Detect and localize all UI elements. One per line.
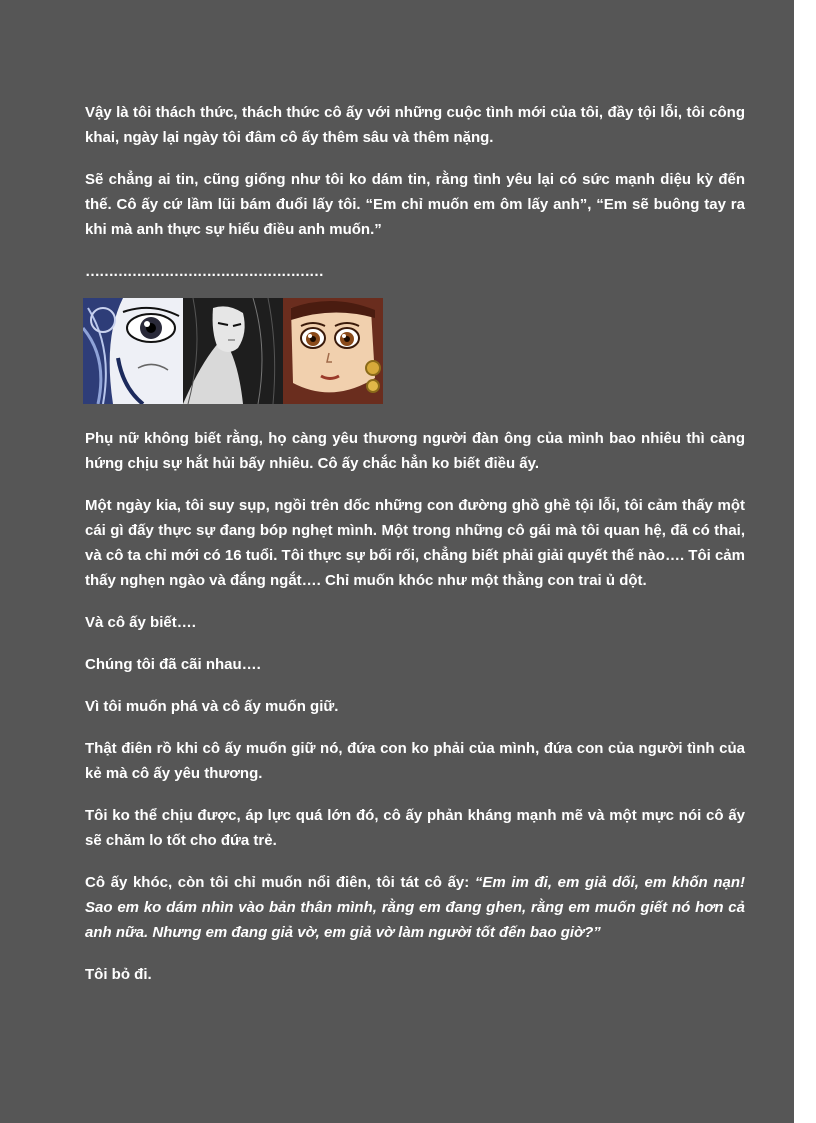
paragraph-5: Và cô ấy biết…. [85,614,196,631]
paragraph-3: Phụ nữ không biết rằng, họ càng yêu thương người đàn ông của mình bao nhiêu thì càng hứng chịu sự hắt hủi bấy nhiêu. Cô ấy chắc hẳn ko biết điều ấy. [85,430,745,472]
paragraph-9: Tôi ko thể chịu được, áp lực quá lớn đó, cô ấy phản kháng mạnh mẽ và một mực nói cô ấy sẽ chăm lo tốt cho đứa trẻ. [85,807,745,849]
manga-illustration-strip [83,298,383,404]
paragraph-6: Chúng tôi đã cãi nhau…. [85,656,261,673]
manga-panel-face-earring [283,298,383,404]
paragraph-10-quote: “Em im đi, em giả dối, em khốn nạn! Sao em ko dám nhìn vào bản thân mình, rằng em đang ghen, rằng em muốn giết nó hơn cả anh nữa. Nhưng em đang giả vờ, em giả vờ làm người tốt đến bao giờ?” [85,874,745,941]
paragraph-4: Một ngày kia, tôi suy sụp, ngồi trên dốc những con đường ghồ ghề tội lỗi, tôi cảm thấy một cái gì đấy thực sự đang bóp nghẹt mình. Một trong những cô gái mà tôi quan hệ, đã có thai, và cô ta chỉ mới có 16 tuổi. Tôi thực sự bối rối, chẳng biết phải giải quyết thế nào…. Tôi cảm thấy nghẹn ngào và đắng ngắt…. Chỉ muốn khóc như một thằng con trai ủ dột. [85,497,745,589]
paragraph-7: Vì tôi muốn phá và cô ấy muốn giữ. [85,698,339,715]
paragraph-10 [85,870,745,945]
document-body [85,100,745,1004]
paragraph-8: Thật điên rồ khi cô ấy muốn giữ nó, đứa con ko phải của mình, đứa con của người tình của kẻ mà cô ấy yêu thương. [85,740,745,782]
paragraph-1: Vậy là tôi thách thức, thách thức cô ấy với những cuộc tình mới của tôi, đầy tội lỗi, tôi công khai, ngày lại ngày tôi đâm cô ấy thêm sâu và thêm nặng. [85,104,745,146]
paragraph-11: Tôi bỏ đi. [85,966,152,983]
manga-panel-dark-hair [183,298,283,404]
paragraph-2: Sẽ chẳng ai tin, cũng giống như tôi ko dám tin, rằng tình yêu lại có sức mạnh diệu kỳ đến thế. Cô ấy cứ lầm lũi bám đuổi lấy tôi. “Em chỉ muốn em ôm lấy anh”, “Em sẽ buông tay ra khi mà anh thực sự hiểu điều anh muốn.” [85,171,745,238]
separator-dots: …………………………………………… [85,263,323,280]
manga-panel-blue-eye [83,298,183,404]
paragraph-10-intro: Cô ấy khóc, còn tôi chỉ muốn nổi điên, tôi tát cô ấy: [85,874,475,891]
page-margin-strip [794,0,816,1123]
